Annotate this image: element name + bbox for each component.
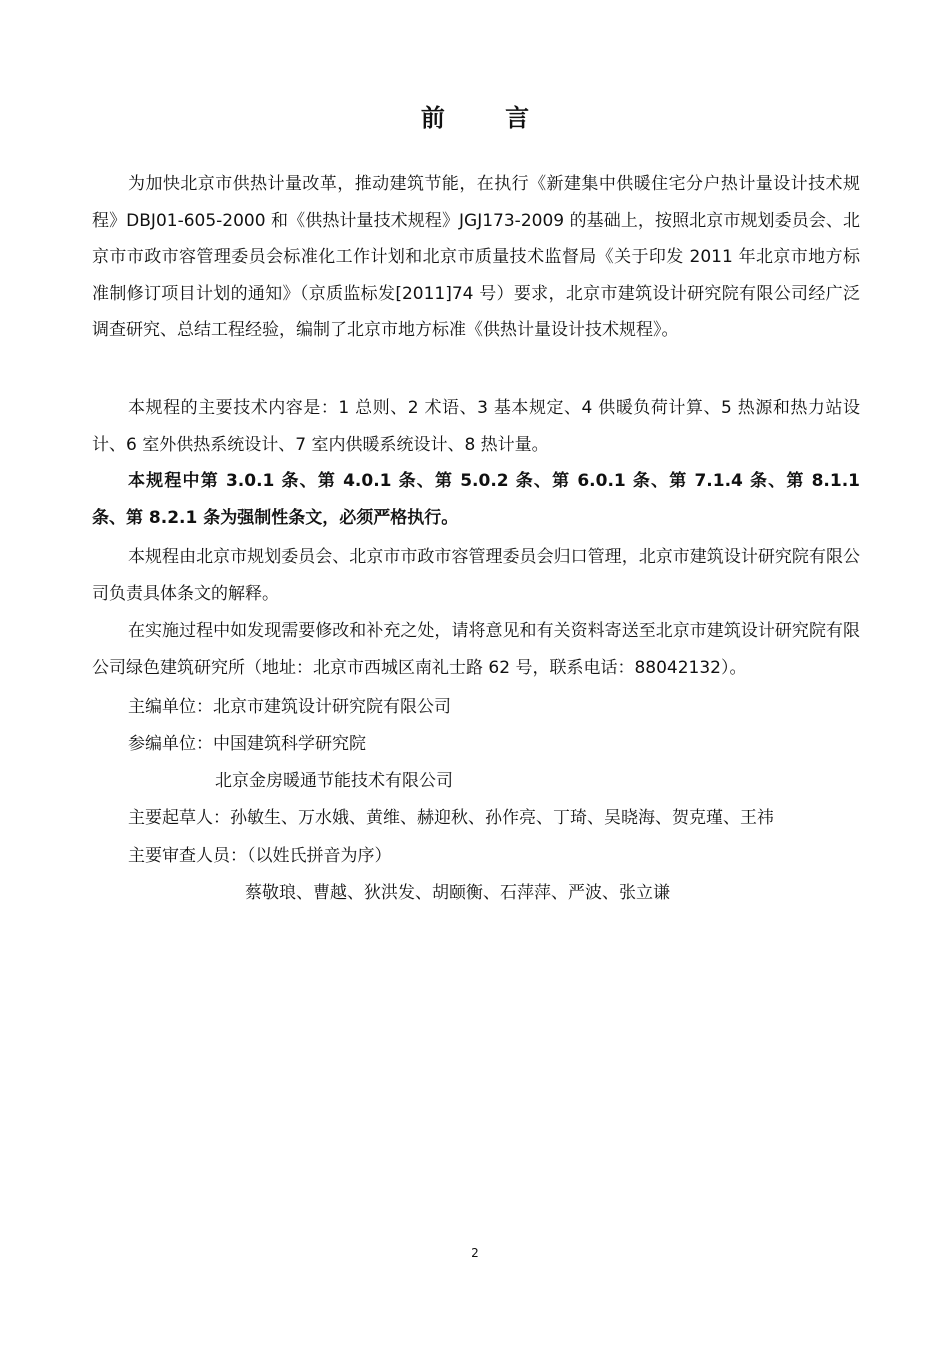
chief-editor-line: 主编单位：北京市建筑设计研究院有限公司 (128, 697, 451, 717)
co-editor-line-2: 北京金房暖通节能技术有限公司 (215, 771, 453, 791)
paragraph-contents: 本规程的主要技术内容是：1 总则、2 术语、3 基本规定、4 供暖负荷计算、5 热源和热力站设计、6 室外供热系统设计、7 室内供暖系统设计、8 热计量。 (92, 398, 860, 455)
paragraph-mandatory: 本规程中第 3.0.1 条、第 4.0.1 条、第 5.0.2 条、第 6.0.1 条、第 7.1.4 条、第 8.1.1 条、第 8.2.1 条为强制性条文，必须严格执行。 (92, 471, 860, 528)
reviewers-heading: 主要审查人员：（以姓氏拼音为序） (128, 846, 392, 866)
paragraph-management: 本规程由北京市规划委员会、北京市市政市容管理委员会归口管理，北京市建筑设计研究院有限公司负责具体条文的解释。 (92, 547, 860, 604)
page-number: 2 (471, 1246, 479, 1260)
drafters-line: 主要起草人：孙敏生、万水娥、黄维、赫迎秋、孙作亮、丁琦、吴晓海、贺克瑾、王祎 (128, 808, 774, 828)
paragraph-feedback: 在实施过程中如发现需要修改和补充之处，请将意见和有关资料寄送至北京市建筑设计研究院有限公司绿色建筑研究所（地址：北京市西城区南礼士路 62 号，联系电话：88042132）。 (92, 621, 860, 678)
paragraph-intro: 为加快北京市供热计量改革，推动建筑节能，在执行《新建集中供暖住宅分户热计量设计技术规程》DBJ01-605-2000 和《供热计量技术规程》JGJ173-2009 的基础上，按照北京市规划委员会、北京市市政市容管理委员会标准化工作计划和北京市质量技术监督局《关于印发 2011 年北京市地方标准制修订项目计划的通知》（京质监标发[2011]74 号）要求，北京市建筑设计研究院有限公司经广泛调查研究、总结工程经验，编制了北京市地方标准《供热计量设计技术规程》。 (92, 174, 860, 341)
reviewers-line: 蔡敬琅、曹越、狄洪发、胡颐衡、石萍萍、严波、张立谦 (245, 883, 670, 903)
co-editor-line: 参编单位：中国建筑科学研究院 (128, 734, 366, 754)
page-title: 前 言 (420, 104, 556, 132)
